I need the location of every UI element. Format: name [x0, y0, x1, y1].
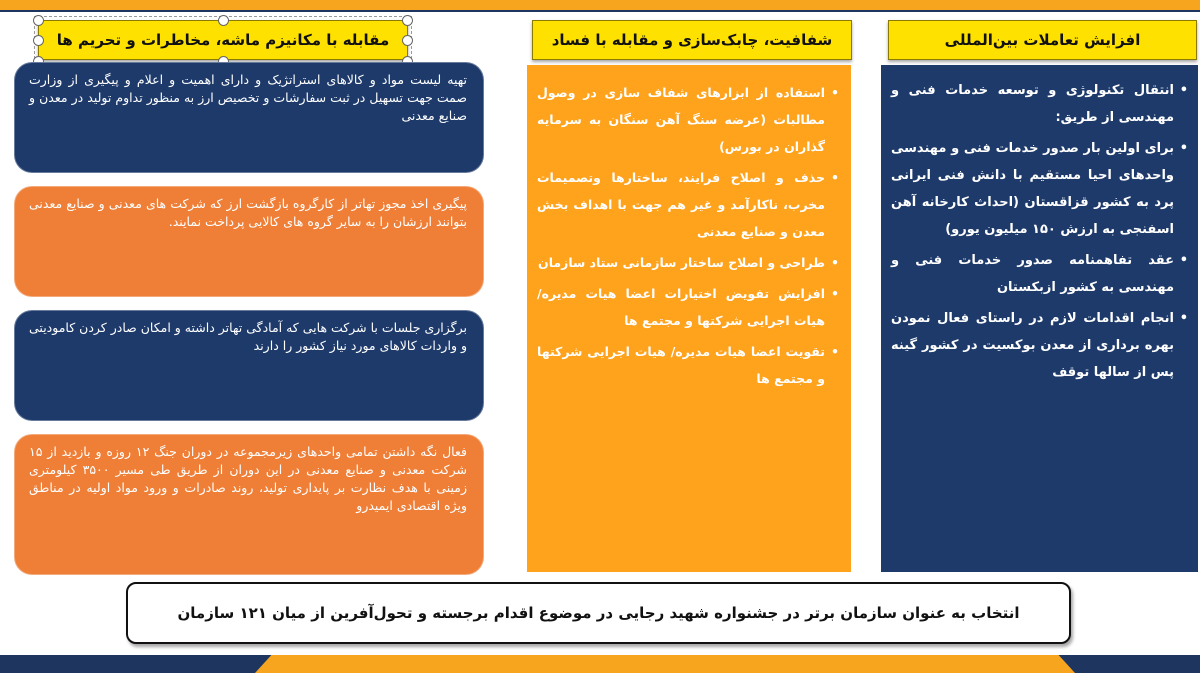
list-item: • استفاده از ابزارهای شفاف سازی در وصول مطالبات (عرضه سنگ آهن سنگان به سرمایه گذاران در بورس): [537, 79, 825, 160]
right-column-international: [881, 65, 1198, 572]
header-international: افزایش تعاملات بین‌المللی: [888, 20, 1197, 60]
card-strategic-goods: تهیه لیست مواد و کالاهای استراتژیک و دارای اهمیت و اعلام و پیگیری از وزارت صمت جهت تسهیل در ثبت سفارشات و تخصیص ارز به منظور تداوم تولید در معدن و صنایع معدنی: [14, 62, 484, 173]
header-sanctions[interactable]: مقابله با مکانیزم ماشه، مخاطرات و تحریم ها: [38, 20, 408, 60]
resize-handle-tc[interactable]: [218, 15, 229, 26]
card-barter-meetings: برگزاری جلسات با شرکت هایی که آمادگی تهاتر داشته و امکان صادر کردن کامودیتی و واردات کالاهای مورد نیاز کشور را دارند: [14, 310, 484, 421]
top-accent-bar: [0, 0, 1200, 10]
list-item: • تقویت اعضا هیات مدیره/ هیات اجرایی شرکتها و مجتمع ها: [537, 338, 825, 392]
top-navy-strip: [0, 10, 1200, 12]
list-item: • عقد تفاهمنامه صدور خدمات فنی و مهندسی به کشور ازبکستان: [891, 247, 1174, 301]
resize-handle-ml[interactable]: [33, 35, 44, 46]
header-transparency: شفافیت، چابک‌سازی و مقابله با فساد: [532, 20, 852, 60]
list-item: • طراحی و اصلاح ساختار سازمانی ستاد سازمان: [537, 249, 825, 276]
card-war-period: فعال نگه داشتن تمامی واحدهای زیرمجموعه در دوران جنگ ۱۲ روزه و بازدید از ۱۵ شرکت معدنی و صنایع معدنی در این دوران از طریق طی مسیر ۳۵۰۰ کیلومتری زمینی با هدف نظارت بر پایداری تولید، روند صادرات و ورود مواد اولیه در مناطق ویژه اقتصادی ایمیدرو: [14, 434, 484, 575]
award-banner: [126, 582, 1071, 644]
resize-handle-tr[interactable]: [402, 15, 413, 26]
list-item: • برای اولین بار صدور خدمات فنی و مهندسی واحدهای احیا مستقیم با دانش فنی ایرانی پرد به کشور قزاقستان (احداث کارخانه آهن اسفنجی به ارزش ۱۵۰ میلیون یورو): [891, 135, 1174, 243]
transparency-list: [537, 79, 839, 392]
resize-handle-mr[interactable]: [402, 35, 413, 46]
award-text: انتخاب به عنوان سازمان برتر در جشنواره شهید رجایی در موضوع اقدام برجسته و تحول‌آفرین از میان ۱۲۱ سازمان: [177, 604, 1020, 622]
international-list: [891, 77, 1188, 386]
card-barter-permit: پیگیری اخذ مجوز تهاتر از کارگروه بازگشت ارز که شرکت های معدنی و صنایع معدنی بتوانند ارزشان را به سایر گروه های کالایی پرداخت نمایند.: [14, 186, 484, 297]
list-item: • افزایش تفویض اختیارات اعضا هیات مدیره/هیات اجرایی شرکتها و مجتمع ها: [537, 280, 825, 334]
list-item: • انتقال تکنولوژی و توسعه خدمات فنی و مهندسی از طریق:: [891, 77, 1174, 131]
list-item: • انجام اقدامات لازم در راستای فعال نمودن بهره برداری از معدن بوکسیت در کشور گینه پس از سالها توقف: [891, 305, 1174, 386]
resize-handle-tl[interactable]: [33, 15, 44, 26]
list-item: • حذف و اصلاح فرایند، ساختارها وتصمیمات مخرب، ناکارآمد و غیر هم جهت با اهداف بخش معدن و صنایع معدنی: [537, 164, 825, 245]
bottom-orange-bar: [255, 655, 1075, 673]
middle-column-transparency: [527, 65, 851, 572]
